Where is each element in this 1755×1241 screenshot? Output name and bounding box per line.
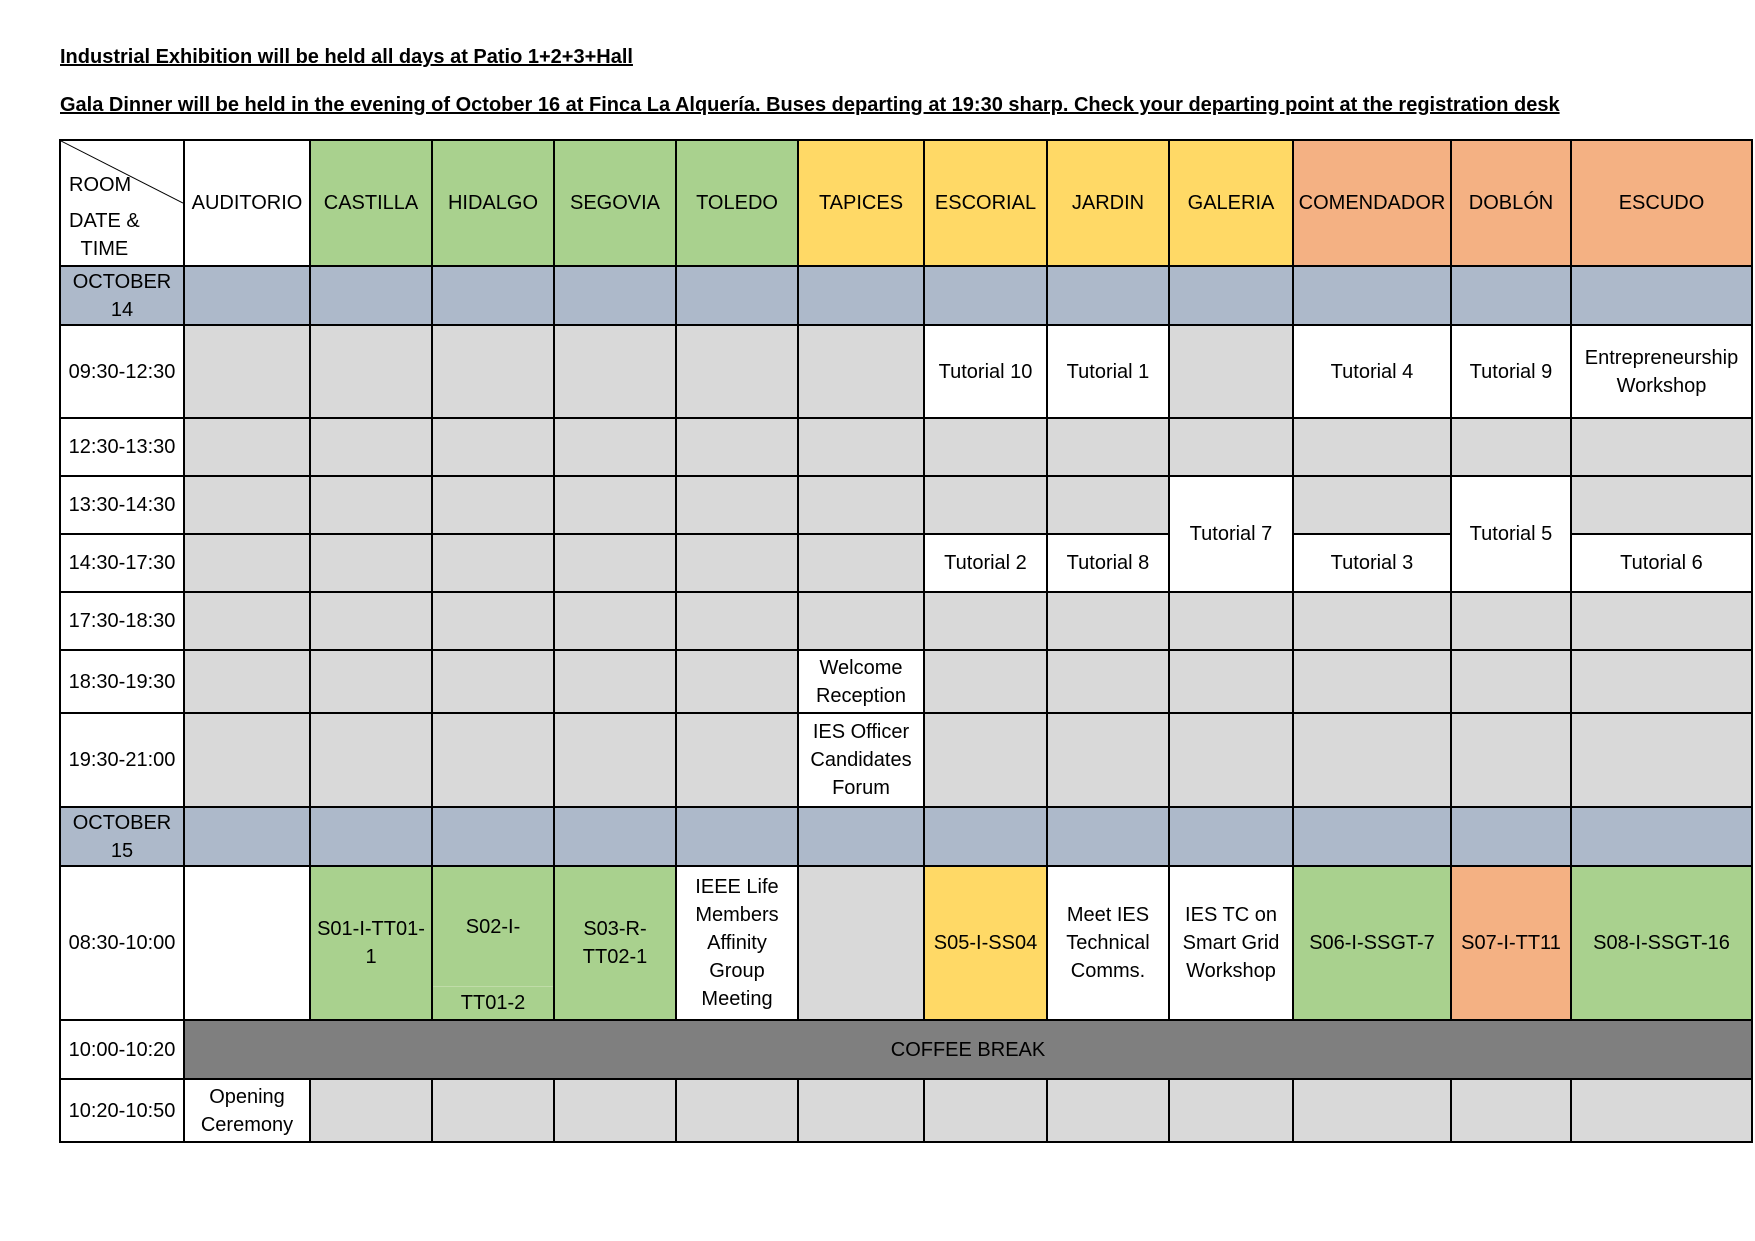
empty-cell [924, 713, 1047, 807]
empty-cell [554, 592, 676, 650]
empty-cell [924, 266, 1047, 325]
empty-cell [432, 713, 554, 807]
session-cell: Tutorial 7 [1169, 476, 1293, 592]
session-cell: S07-I-TT11 [1451, 866, 1571, 1020]
empty-cell [184, 592, 310, 650]
room-header-escudo: ESCUDO [1571, 140, 1752, 266]
room-header-jardin: JARDIN [1047, 140, 1169, 266]
session-cell: IEEE Life Members Affinity Group Meeting [676, 866, 798, 1020]
empty-cell [184, 266, 310, 325]
empty-cell [676, 592, 798, 650]
empty-cell [1293, 1079, 1451, 1142]
empty-cell [1571, 650, 1752, 713]
session-cell: Meet IES Technical Comms. [1047, 866, 1169, 1020]
time-row [60, 650, 1752, 713]
empty-cell [554, 418, 676, 476]
empty-cell [1451, 650, 1571, 713]
session-cell: S01-I-TT01-1 [310, 866, 432, 1020]
session-cell: Opening Ceremony [184, 1079, 310, 1142]
empty-cell [1047, 713, 1169, 807]
empty-cell [1047, 1079, 1169, 1142]
empty-cell [924, 1079, 1047, 1142]
room-header-toledo: TOLEDO [676, 140, 798, 266]
empty-cell [924, 592, 1047, 650]
day-row-oct14 [60, 266, 1752, 325]
empty-cell [554, 476, 676, 534]
empty-cell [554, 266, 676, 325]
time-row [60, 476, 1752, 534]
empty-cell [310, 266, 432, 325]
empty-cell [1169, 807, 1293, 866]
time-label: 12:30-13:30 [60, 418, 184, 476]
time-label: 10:20-10:50 [60, 1079, 184, 1142]
empty-cell [798, 592, 924, 650]
empty-cell [1169, 713, 1293, 807]
empty-cell [1047, 650, 1169, 713]
session-cell: IES Officer Candidates Forum [798, 713, 924, 807]
empty-cell [184, 866, 310, 1020]
empty-cell [432, 534, 554, 592]
empty-cell [1451, 1079, 1571, 1142]
exhibition-note: Industrial Exhibition will be held all days at Patio 1+2+3+Hall [60, 46, 633, 68]
room-header-auditorio: AUDITORIO [184, 140, 310, 266]
corner-time-text: TIME [80, 238, 129, 260]
empty-cell [1293, 592, 1451, 650]
empty-cell [554, 1079, 676, 1142]
time-label: 19:30-21:00 [60, 713, 184, 807]
time-row [60, 713, 1752, 807]
empty-cell [432, 418, 554, 476]
empty-cell [924, 650, 1047, 713]
empty-cell [184, 650, 310, 713]
gala-dinner-note: Gala Dinner will be held in the evening of October 16 at Finca La Alquería. Buses departing at 19:30 sharp. Check your departing point at the registration desk [60, 94, 1560, 116]
empty-cell [1169, 1079, 1293, 1142]
empty-cell [676, 1079, 798, 1142]
empty-cell [184, 418, 310, 476]
session-cell: Tutorial 4 [1293, 325, 1451, 418]
session-cell: Welcome Reception [798, 650, 924, 713]
time-row [60, 866, 1752, 1020]
empty-cell [554, 650, 676, 713]
empty-cell [676, 476, 798, 534]
empty-cell [432, 650, 554, 713]
empty-cell [1571, 713, 1752, 807]
empty-cell [554, 713, 676, 807]
session-cell: Tutorial 3 [1293, 534, 1451, 592]
room-header-tapices: TAPICES [798, 140, 924, 266]
empty-cell [798, 266, 924, 325]
session-cell: S08-I-SSGT-16 [1571, 866, 1752, 1020]
room-header-castilla: CASTILLA [310, 140, 432, 266]
empty-cell [1451, 266, 1571, 325]
empty-cell [798, 534, 924, 592]
header-row [60, 140, 1752, 266]
empty-cell [1169, 592, 1293, 650]
room-header-comendador: COMENDADOR [1293, 140, 1451, 266]
corner-room-label: ROOM [69, 174, 132, 196]
empty-cell [1571, 592, 1752, 650]
empty-cell [798, 1079, 924, 1142]
time-label: 17:30-18:30 [60, 592, 184, 650]
empty-cell [676, 713, 798, 807]
empty-cell [310, 418, 432, 476]
session-cell: IES TC on Smart Grid Workshop [1169, 866, 1293, 1020]
empty-cell [1571, 266, 1752, 325]
empty-cell [432, 476, 554, 534]
empty-cell [310, 592, 432, 650]
empty-cell [1571, 418, 1752, 476]
empty-cell [1571, 476, 1752, 534]
empty-cell [432, 266, 554, 325]
schedule-table [59, 139, 1753, 1143]
empty-cell [184, 476, 310, 534]
room-header-doblon: DOBLÓN [1451, 140, 1571, 266]
empty-cell [1169, 650, 1293, 713]
empty-cell [1169, 266, 1293, 325]
empty-cell [310, 325, 432, 418]
empty-cell [798, 325, 924, 418]
empty-cell [432, 1079, 554, 1142]
empty-cell [924, 418, 1047, 476]
session-cell: Tutorial 2 [924, 534, 1047, 592]
empty-cell [310, 807, 432, 866]
time-row [60, 325, 1752, 418]
empty-cell [432, 807, 554, 866]
session-cell: S05-I-SS04 [924, 866, 1047, 1020]
empty-cell [1169, 418, 1293, 476]
empty-cell [1451, 418, 1571, 476]
empty-cell [1293, 713, 1451, 807]
time-label: 18:30-19:30 [60, 650, 184, 713]
empty-cell [924, 476, 1047, 534]
empty-cell [1571, 807, 1752, 866]
empty-cell [310, 1079, 432, 1142]
empty-cell [1451, 807, 1571, 866]
time-label: 08:30-10:00 [60, 866, 184, 1020]
coffee-break-cell: COFFEE BREAK [184, 1020, 1752, 1079]
empty-cell [798, 418, 924, 476]
empty-cell [1047, 592, 1169, 650]
empty-cell [1293, 650, 1451, 713]
empty-cell [1047, 266, 1169, 325]
session-cell: Tutorial 5 [1451, 476, 1571, 592]
empty-cell [554, 534, 676, 592]
empty-cell [1451, 713, 1571, 807]
time-label: 10:00-10:20 [60, 1020, 184, 1079]
empty-cell [184, 807, 310, 866]
room-header-galeria: GALERIA [1169, 140, 1293, 266]
session-cell: Tutorial 8 [1047, 534, 1169, 592]
corner-date-time-label [69, 207, 140, 263]
empty-cell [554, 325, 676, 418]
empty-cell [1169, 325, 1293, 418]
empty-cell [184, 325, 310, 418]
empty-cell [1451, 592, 1571, 650]
session-cell: Tutorial 10 [924, 325, 1047, 418]
day-row-oct15 [60, 807, 1752, 866]
empty-cell [1293, 476, 1451, 534]
empty-cell [676, 325, 798, 418]
empty-cell [184, 713, 310, 807]
empty-cell [798, 807, 924, 866]
room-header-hidalgo: HIDALGO [432, 140, 554, 266]
session-cell: S03-R-TT02-1 [554, 866, 676, 1020]
corner-date-text: DATE & [69, 210, 140, 232]
session-cell [432, 866, 554, 1020]
empty-cell [1293, 418, 1451, 476]
empty-cell [554, 807, 676, 866]
time-row [60, 592, 1752, 650]
time-row [60, 1079, 1752, 1142]
empty-cell [676, 807, 798, 866]
empty-cell [1571, 1079, 1752, 1142]
empty-cell [184, 534, 310, 592]
room-header-escorial: ESCORIAL [924, 140, 1047, 266]
empty-cell [798, 866, 924, 1020]
empty-cell [676, 534, 798, 592]
empty-cell [310, 650, 432, 713]
session-code-top: S02-I- [465, 915, 521, 938]
empty-cell [1047, 476, 1169, 534]
session-cell: Tutorial 6 [1571, 534, 1752, 592]
empty-cell [924, 807, 1047, 866]
session-code-bottom: TT01-2 [433, 986, 553, 1019]
empty-cell [1293, 807, 1451, 866]
day-label: OCTOBER 14 [60, 266, 184, 325]
empty-cell [310, 713, 432, 807]
empty-cell [310, 476, 432, 534]
empty-cell [676, 418, 798, 476]
time-label: 09:30-12:30 [60, 325, 184, 418]
session-cell: Entrepreneurship Workshop [1571, 325, 1752, 418]
time-row [60, 418, 1752, 476]
time-label: 14:30-17:30 [60, 534, 184, 592]
empty-cell [432, 592, 554, 650]
day-label: OCTOBER 15 [60, 807, 184, 866]
session-cell: Tutorial 9 [1451, 325, 1571, 418]
room-date-time-corner [60, 140, 184, 266]
empty-cell [1047, 418, 1169, 476]
empty-cell [676, 266, 798, 325]
empty-cell [798, 476, 924, 534]
empty-cell [432, 325, 554, 418]
time-row [60, 1020, 1752, 1079]
empty-cell [310, 534, 432, 592]
empty-cell [1047, 807, 1169, 866]
empty-cell [1293, 266, 1451, 325]
time-label: 13:30-14:30 [60, 476, 184, 534]
session-cell: Tutorial 1 [1047, 325, 1169, 418]
session-cell: S06-I-SSGT-7 [1293, 866, 1451, 1020]
empty-cell [676, 650, 798, 713]
room-header-segovia: SEGOVIA [554, 140, 676, 266]
